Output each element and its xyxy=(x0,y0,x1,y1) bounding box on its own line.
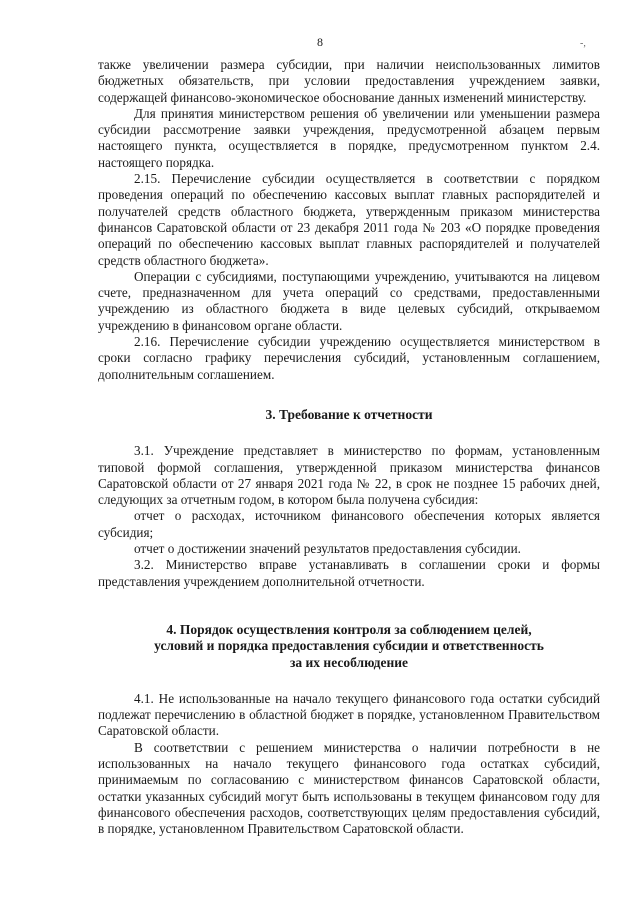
paragraph: 3.1. Учреждение представляет в министерство по формам, установленным типовой формой соглашения, утвержденной приказом министерства финансов Саратовской области от 27 января 2021 года № 22, в срок не позднее 15 рабочих дней, следующих за отчетным годом, в котором была получена субсидия: xyxy=(98,443,600,508)
document-body xyxy=(98,57,600,837)
paragraph: В соответствии с решением министерства о наличии потребности в не использованных на начало текущего финансового года остатках субсидий, принимаемым по согласованию с министерством финансов Саратовской области, остатки указанных субсидий могут быть использованы в текущем финансовом году для финансового обеспечения расходов, соответствующих целям предоставления субсидий, в порядке, установленном Правительством Саратовской области. xyxy=(98,739,600,837)
corner-mark: -, xyxy=(580,38,586,49)
paragraph: 2.15. Перечисление субсидии осуществляется в соответствии с порядком проведения операций по обеспечению кассовых выплат главных распорядителей и получателей средств областного бюджета, утвержденным приказом министерства финансов Саратовской области от 23 декабря 2011 года № 203 «О порядке проведения операций по обеспечению кассовых выплат главных распорядителей и получателей средств областного бюджета». xyxy=(98,171,600,268)
paragraph: 2.16. Перечисление субсидии учреждению осуществляется министерством в сроки согласно графику перечисления субсидий, установленным соглашением, дополнительным соглашением. xyxy=(98,334,600,382)
paragraph: Операции с субсидиями, поступающими учреждению, учитываются на лицевом счете, предназначенном для учета операций со средствами, предоставленными учреждению из областного бюджета в виде целевых субсидий, открываемом учреждению в финансовом органе области. xyxy=(98,268,600,333)
section-4-title-line: за их несоблюдение xyxy=(289,654,409,670)
paragraph: также увеличении размера субсидии, при наличии неиспользованных лимитов бюджетных обязательств, при условии предоставления учреждением заявки, содержащей финансово-экономическое обоснование данных изменений министерству. xyxy=(98,57,600,105)
paragraph: отчет о расходах, источником финансового обеспечения которых является субсидия; xyxy=(98,508,600,540)
section-4-title-line: 4. Порядок осуществления контроля за соблюдением целей, xyxy=(166,621,532,637)
page-number: 8 xyxy=(317,35,323,49)
paragraph: отчет о достижении значений результатов предоставления субсидии. xyxy=(134,541,521,557)
section-4-title xyxy=(98,622,600,671)
paragraph: 3.2. Министерство вправе устанавливать в соглашении сроки и формы представления учреждением дополнительной отчетности. xyxy=(98,557,600,589)
paragraph: Для принятия министерством решения об увеличении или уменьшении размера субсидии рассмотрение заявки учреждения, предусмотренной абзацем первым настоящего пункта, осуществляется в порядке, предусмотренном пунктом 2.4. настоящего порядка. xyxy=(98,105,600,170)
section-3-title: 3. Требование к отчетности xyxy=(265,406,433,422)
paragraph: 4.1. Не использованные на начало текущего финансового года остатки субсидий подлежат перечислению в областной бюджет в порядке, установленном Правительством Саратовской области. xyxy=(98,690,600,739)
section-4-title-line: условий и порядка предоставления субсидии и ответственность xyxy=(154,638,544,654)
